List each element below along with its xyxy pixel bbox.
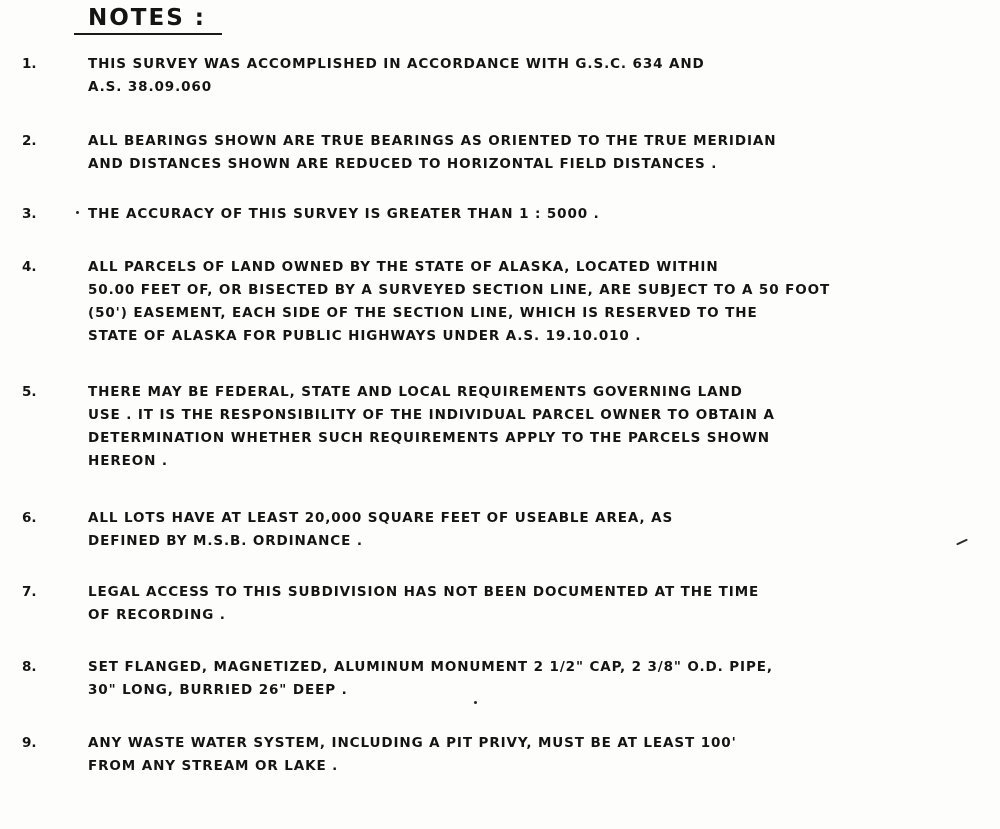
note-line: FROM ANY STREAM OR LAKE .: [88, 758, 339, 774]
note-line: THIS SURVEY WAS ACCOMPLISHED IN ACCORDANCE WITH G.S.C. 634 AND: [88, 56, 705, 72]
note-number: 5.: [22, 384, 37, 400]
note-text: [88, 656, 968, 702]
note-line: ANY WASTE WATER SYSTEM, INCLUDING A PIT PRIVY, MUST BE AT LEAST 100': [88, 735, 737, 751]
note-line: THERE MAY BE FEDERAL, STATE AND LOCAL REQUIREMENTS GOVERNING LAND: [88, 384, 743, 400]
note-number: 6.: [22, 510, 37, 526]
note-line: SET FLANGED, MAGNETIZED, ALUMINUM MONUMENT 2 1/2" CAP, 2 3/8" O.D. PIPE,: [88, 659, 773, 675]
note-line: OF RECORDING .: [88, 607, 226, 623]
note-text: [88, 203, 968, 226]
note-line: 50.00 FEET OF, OR BISECTED BY A SURVEYED SECTION LINE, ARE SUBJECT TO A 50 FOOT: [88, 282, 831, 298]
note-line: A.S. 38.09.060: [88, 79, 212, 95]
note-text: [88, 581, 968, 627]
note-text: [88, 256, 968, 348]
note-text: [88, 53, 968, 99]
note-number: 7.: [22, 584, 37, 600]
scan-speck: [474, 701, 477, 704]
note-text: [88, 381, 968, 473]
note-line: ALL BEARINGS SHOWN ARE TRUE BEARINGS AS ORIENTED TO THE TRUE MERIDIAN: [88, 133, 777, 149]
note-number: 3.: [22, 206, 37, 222]
note-text: [88, 507, 968, 553]
note-line: (50') EASEMENT, EACH SIDE OF THE SECTION LINE, WHICH IS RESERVED TO THE: [88, 305, 758, 321]
note-number: 9.: [22, 735, 37, 751]
note-line: ALL LOTS HAVE AT LEAST 20,000 SQUARE FEET OF USEABLE AREA, AS: [88, 510, 674, 526]
note-line: 30" LONG, BURRIED 26" DEEP .: [88, 682, 348, 698]
note-line: AND DISTANCES SHOWN ARE REDUCED TO HORIZONTAL FIELD DISTANCES .: [88, 156, 718, 172]
note-line: STATE OF ALASKA FOR PUBLIC HIGHWAYS UNDER A.S. 19.10.010 .: [88, 328, 642, 344]
note-line: ALL PARCELS OF LAND OWNED BY THE STATE OF ALASKA, LOCATED WITHIN: [88, 259, 719, 275]
note-line: LEGAL ACCESS TO THIS SUBDIVISION HAS NOT BEEN DOCUMENTED AT THE TIME: [88, 584, 760, 600]
note-line: DETERMINATION WHETHER SUCH REQUIREMENTS APPLY TO THE PARCELS SHOWN: [88, 430, 770, 446]
note-line: HEREON .: [88, 453, 168, 469]
note-line: DEFINED BY M.S.B. ORDINANCE .: [88, 533, 363, 549]
note-text: [88, 732, 968, 778]
note-line: USE . IT IS THE RESPONSIBILITY OF THE INDIVIDUAL PARCEL OWNER TO OBTAIN A: [88, 407, 775, 423]
title-underline: [74, 33, 222, 35]
note-number: 2.: [22, 133, 37, 149]
note-number: 8.: [22, 659, 37, 675]
scan-speck: [76, 211, 79, 214]
note-text: [88, 130, 968, 176]
notes-title: NOTES :: [88, 5, 206, 31]
note-number: 4.: [22, 259, 37, 275]
note-number: 1.: [22, 56, 37, 72]
note-line: THE ACCURACY OF THIS SURVEY IS GREATER THAN 1 : 5000 .: [88, 206, 600, 222]
